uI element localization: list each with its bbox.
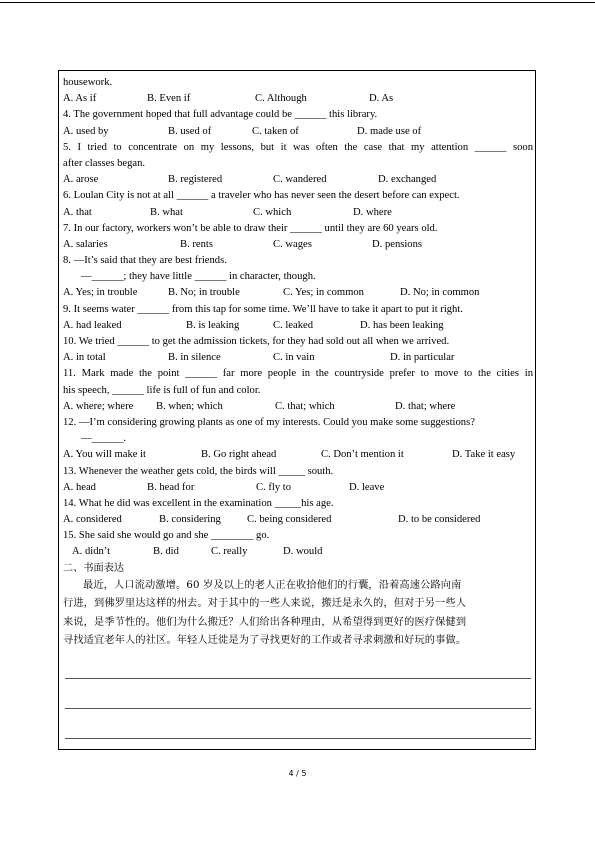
option-d: D. would — [283, 546, 323, 558]
question-14 — [63, 496, 533, 512]
option-a: A. that — [63, 206, 92, 218]
question-10 — [63, 334, 533, 350]
option-c: C. being considered — [247, 514, 332, 526]
option-a: A. had leaked — [63, 319, 122, 331]
option-b: B. considering — [159, 514, 221, 526]
option-c: C. fly to — [256, 481, 292, 493]
option-d: D. pensions — [372, 238, 423, 250]
option-a: A. head — [63, 481, 96, 493]
writing-prompt — [63, 577, 533, 651]
question-text: 8. —It’s said that they are best friends. — [63, 255, 227, 267]
question-text: 7. In our factory, workers won’t be able to draw their ______ until they are 60 years old. — [63, 222, 438, 234]
option-d: D. has been leaking — [360, 319, 444, 331]
answer-line[interactable] — [65, 738, 531, 739]
text-line — [63, 75, 533, 91]
option-c: C. Although — [255, 93, 307, 105]
option-a: A. As if — [63, 93, 97, 105]
answer-line[interactable] — [65, 678, 531, 679]
prompt-line: 最近，人口流动激增。60 岁及以上的老人正在收拾他们的行囊，沿着高速公路向南 — [83, 579, 462, 591]
option-d: D. in particular — [390, 352, 455, 364]
option-d: D. where — [353, 206, 392, 218]
section-heading — [63, 561, 533, 577]
options-row — [63, 205, 533, 221]
options-row — [63, 124, 533, 140]
option-a: A. You will make it — [63, 449, 146, 461]
options-row — [63, 318, 533, 334]
option-a: A. where; where — [63, 400, 134, 412]
question-text: 9. It seems water ______ from this tap for some time. We’ll have to take it apart to put it right. — [63, 303, 463, 315]
section-title: 二、书面表达 — [63, 562, 125, 574]
question-13 — [63, 464, 533, 480]
question-5 — [63, 140, 533, 156]
question-text: 6. Loulan City is not at all ______ a traveler who has never seen the desert before can expect. — [63, 190, 460, 202]
text-fragment: housework. — [63, 77, 113, 88]
option-d: D. exchanged — [378, 174, 437, 186]
question-12-reply — [63, 431, 533, 447]
option-d: D. leave — [349, 481, 385, 493]
option-a: A. used by — [63, 125, 109, 137]
options-row — [63, 285, 533, 301]
question-7 — [63, 221, 533, 237]
options-row — [63, 512, 533, 528]
option-c: C. wandered — [273, 174, 327, 186]
option-b: B. what — [150, 206, 183, 218]
option-b: B. Even if — [147, 93, 191, 105]
option-b: B. No; in trouble — [168, 287, 240, 299]
question-8-reply — [63, 269, 533, 285]
worksheet-content — [63, 75, 533, 651]
question-text: 13. Whenever the weather gets cold, the birds will _____ south. — [63, 465, 334, 477]
question-6 — [63, 188, 533, 204]
question-15 — [63, 528, 533, 544]
question-text: 12. —I’m considering growing plants as one of my interests. Could you make some suggestions? — [63, 416, 475, 428]
text-line — [63, 383, 533, 399]
prompt-line: 行进，到佛罗里达这样的州去。对于其中的一些人来说，搬迁是永久的，但对于另一些人 — [63, 598, 467, 610]
option-c: C. taken of — [252, 125, 299, 137]
option-d: D. No; in common — [400, 287, 480, 299]
option-b: B. rents — [180, 238, 213, 250]
question-text: —______; they have little ______ in character, though. — [81, 271, 316, 283]
question-text: his speech, ______ life is full of fun and color. — [63, 384, 261, 396]
question-text: 4. The government hoped that full advantage could be ______ this library. — [63, 109, 378, 121]
question-text: —______. — [81, 433, 127, 445]
option-a: A. didn’t — [72, 546, 111, 558]
question-text: 15. She said she would go and she ________ go. — [63, 530, 270, 542]
option-a: A. arose — [63, 174, 99, 186]
option-b: B. is leaking — [186, 319, 240, 331]
options-row — [63, 350, 533, 366]
question-text: 5. I tried to concentrate on my lessons, but it was often the case that my attention ______ soon — [63, 141, 533, 153]
top-rule — [0, 2, 595, 3]
options-row — [63, 447, 533, 463]
option-b: B. head for — [147, 481, 195, 493]
question-12 — [63, 415, 533, 431]
option-c: C. Don’t mention it — [321, 449, 404, 461]
option-b: B. registered — [168, 174, 223, 186]
option-c: C. leaked — [273, 319, 314, 331]
option-a: A. considered — [63, 514, 122, 526]
option-c: C. really — [211, 546, 248, 558]
options-row — [63, 544, 533, 560]
options-row — [63, 91, 533, 107]
prompt-line: 寻找适宜老年人的社区。年轻人迁徙是为了寻找更好的工作或者寻求刺激和好玩的事做。 — [63, 635, 467, 647]
options-row — [63, 172, 533, 188]
option-c: C. that; which — [275, 400, 335, 412]
option-b: B. in silence — [168, 352, 221, 364]
question-11 — [63, 366, 533, 382]
option-d: D. to be considered — [398, 514, 481, 526]
options-row — [63, 399, 533, 415]
question-text: after classes began. — [63, 157, 146, 169]
option-a: A. Yes; in trouble — [63, 287, 138, 299]
worksheet-box — [58, 70, 536, 750]
question-text: 10. We tried ______ to get the admission tickets, for they had sold out all when we arrived. — [63, 336, 450, 348]
option-c: C. in vain — [273, 352, 315, 364]
option-a: A. in total — [63, 352, 106, 364]
prompt-line: 来说，是季节性的。他们为什么搬迁？人们给出各种理由，从希望得到更好的医疗保健到 — [63, 616, 467, 628]
option-d: D. As — [369, 93, 394, 105]
option-d: D. made use of — [357, 125, 422, 137]
option-b: B. when; which — [156, 400, 223, 412]
options-row — [63, 237, 533, 253]
options-row — [63, 480, 533, 496]
question-8 — [63, 253, 533, 269]
option-d: D. Take it easy — [452, 449, 516, 461]
option-b: B. Go right ahead — [201, 449, 277, 461]
option-c: C. Yes; in common — [283, 287, 364, 299]
question-text: 14. What he did was excellent in the examination _____his age. — [63, 497, 334, 509]
option-c: C. wages — [273, 238, 312, 250]
answer-line[interactable] — [65, 708, 531, 709]
question-text: 11. Mark made the point ______ far more people in the countryside prefer to move to the cities in — [63, 368, 533, 380]
question-9 — [63, 302, 533, 318]
option-a: A. salaries — [63, 238, 108, 250]
option-d: D. that; where — [395, 400, 456, 412]
option-b: B. did — [153, 546, 179, 558]
option-b: B. used of — [168, 125, 212, 137]
page-number: 4 / 5 — [288, 769, 307, 778]
text-line — [63, 156, 533, 172]
option-c: C. which — [253, 206, 292, 218]
question-4 — [63, 107, 533, 123]
